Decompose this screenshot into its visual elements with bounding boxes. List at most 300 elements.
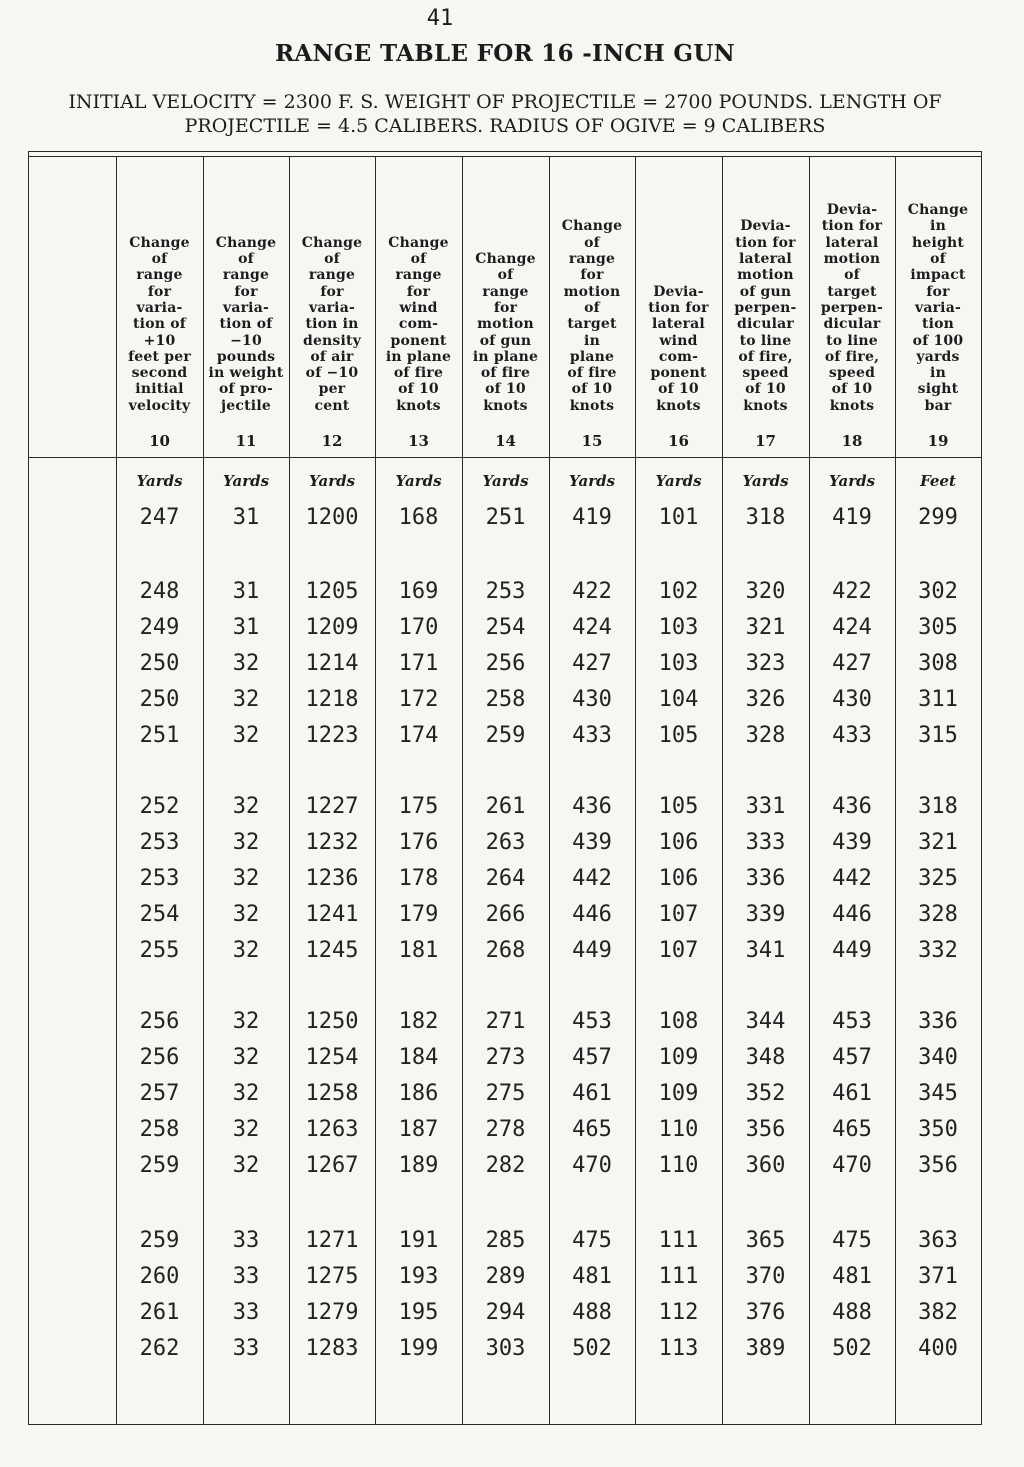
table-cell: 1250 [305, 1009, 359, 1034]
table-cell: 256 [139, 1045, 180, 1070]
column-description-line: of fire [567, 365, 617, 382]
column-description-line: tion for [735, 234, 796, 251]
table-cell: 1209 [305, 615, 359, 640]
column-description-line: varia- [223, 299, 269, 316]
table-cell: 446 [832, 902, 872, 927]
table-cell: 195 [398, 1300, 439, 1325]
table-cell: 430 [832, 687, 872, 712]
table-cell: 261 [139, 1300, 180, 1325]
table-cell: 341 [745, 938, 786, 963]
column-description-line: impact [910, 267, 966, 284]
table-cell: 112 [658, 1300, 699, 1325]
column-description-line: lateral [825, 234, 879, 251]
column-description-line: varia- [136, 299, 183, 316]
column-number: 12 [321, 432, 343, 450]
column-description-line: knots [569, 397, 615, 414]
column-header [289, 160, 375, 450]
table-cell: 302 [918, 579, 958, 604]
column-description-line: height [911, 234, 965, 251]
table-cell: 191 [398, 1228, 439, 1253]
column-number: 10 [149, 432, 170, 450]
column-description-line: of 10 [745, 381, 786, 398]
column-description-line: Change [129, 234, 190, 251]
table-cell: 326 [745, 687, 786, 712]
column-unit: Yards [655, 472, 702, 490]
table-cell: 273 [485, 1045, 526, 1070]
table-cell: 107 [658, 938, 699, 963]
column-description-line: com- [398, 316, 439, 333]
table-cell: 1245 [305, 938, 359, 963]
column-description-line: ponent [390, 332, 447, 349]
column-description-line: for [147, 283, 172, 300]
column-description-line: density [302, 332, 362, 349]
table-cell: 179 [398, 902, 439, 927]
column-description-line: knots [656, 397, 701, 414]
column-unit: Yards [395, 472, 442, 490]
table-cell: 305 [918, 615, 958, 640]
table-cell: 106 [658, 830, 699, 855]
table-cell: 465 [572, 1117, 612, 1142]
column-unit: Yards [222, 472, 270, 490]
table-cell: 453 [832, 1009, 872, 1034]
column-description-line: com- [658, 348, 699, 365]
column-description-line: cent [314, 397, 350, 414]
table-cell: 502 [832, 1336, 872, 1361]
column-description [648, 284, 709, 414]
table-cell: 376 [745, 1300, 786, 1325]
column-number: 13 [408, 432, 429, 450]
table-cell: 108 [658, 1009, 699, 1034]
table-cell: 294 [485, 1300, 526, 1325]
column-description-line: range [136, 267, 183, 284]
table-cell: 427 [572, 651, 612, 676]
column-description-line: lateral [652, 316, 705, 333]
column-description [734, 218, 796, 414]
column-description-line: for [406, 283, 431, 300]
table-cell: 172 [398, 687, 439, 712]
table-cell: 110 [658, 1117, 699, 1142]
column-description-line: per [318, 381, 346, 398]
table-cell: 446 [572, 902, 612, 927]
column-description-line: perpen- [734, 299, 797, 316]
table-cell: 174 [398, 723, 439, 748]
column-description [562, 218, 622, 414]
table-cell: 103 [658, 651, 699, 676]
table-cell: 250 [139, 687, 180, 712]
page-number: 41 [426, 6, 454, 31]
table-cell: 1236 [305, 866, 359, 891]
column-unit: Yards [742, 472, 789, 490]
table-cell: 271 [485, 1009, 526, 1034]
table-cell: 488 [832, 1300, 872, 1325]
table-cell: 110 [658, 1153, 699, 1178]
column-unit: Yards [308, 472, 356, 490]
column-description-line: motion [737, 267, 794, 284]
column-unit: Yards [568, 472, 616, 490]
table-cell: 1205 [305, 579, 359, 604]
column-description-line: in [930, 365, 946, 382]
column-description-line: of fire, [824, 348, 880, 365]
column-unit: Yards [828, 472, 876, 490]
table-cell: 332 [918, 938, 958, 963]
table-cell: 275 [485, 1081, 526, 1106]
table-cell: 176 [398, 830, 439, 855]
table-cell: 475 [832, 1228, 872, 1253]
table-cell: 181 [398, 938, 439, 963]
table-cell: 32 [232, 687, 260, 712]
table-cell: 356 [745, 1117, 786, 1142]
table-cell: 1254 [305, 1045, 359, 1070]
column-description-line: tion in [305, 316, 359, 333]
column-description-line: dicular [823, 316, 881, 333]
column-description-line: speed [742, 365, 789, 382]
column-description-line: for [580, 267, 604, 284]
table-cell: 31 [232, 579, 260, 604]
table-cell: 171 [398, 651, 439, 676]
table-cell: 259 [139, 1228, 180, 1253]
column-description [908, 202, 968, 414]
column-description-line: dicular [737, 316, 794, 333]
table-cell: 254 [485, 615, 526, 640]
table-cell: 1214 [305, 651, 359, 676]
table-cell: 1218 [305, 687, 359, 712]
table-cell: 320 [745, 579, 786, 604]
page-title: RANGE TABLE FOR 16 -INCH GUN [274, 40, 735, 67]
table-cell: 32 [232, 1117, 260, 1142]
table-cell: 169 [398, 579, 439, 604]
table-cell: 32 [232, 866, 260, 891]
column-description [821, 202, 883, 414]
column-description-line: wind [659, 332, 698, 349]
column-unit: Yards [482, 472, 529, 490]
table-cell: 258 [139, 1117, 180, 1142]
table-cell: 436 [832, 794, 872, 819]
table-cell: 113 [658, 1336, 699, 1361]
column-description-line: of [151, 251, 168, 268]
table-cell: 111 [658, 1264, 699, 1289]
table-cell: 1258 [305, 1081, 359, 1106]
column-description-line: range [395, 267, 442, 284]
table-cell: 470 [832, 1153, 872, 1178]
table-cell: 336 [918, 1009, 958, 1034]
table-cell: 251 [139, 723, 180, 748]
page-subtitle [10, 90, 1000, 138]
table-cell: 32 [232, 651, 260, 676]
column-header [203, 160, 289, 450]
table-cell: 31 [232, 505, 260, 530]
subtitle-line-1: INITIAL VELOCITY = 2300 F. S. WEIGHT OF PROJECTILE = 2700 POUNDS. LENGTH OF [68, 91, 942, 113]
table-cell: 318 [745, 505, 786, 530]
table-cell: 424 [832, 615, 872, 640]
table-cell: 422 [832, 579, 872, 604]
table-cell: 339 [745, 902, 786, 927]
column-description-line: in weight [208, 365, 284, 382]
table-cell: 436 [572, 794, 612, 819]
table-cell: 253 [139, 866, 180, 891]
column-description-line: target [567, 316, 617, 333]
table-cell: 308 [918, 651, 958, 676]
column-description-line: Devia- [653, 283, 704, 300]
column-description-line: in plane [385, 348, 452, 365]
table-cell: 419 [572, 505, 612, 530]
column-description-line: to line [826, 332, 878, 349]
table-cell: 461 [832, 1081, 872, 1106]
column-description-line: −10 [230, 332, 262, 349]
table-cell: 325 [918, 866, 958, 891]
table-cell: 1227 [305, 794, 359, 819]
table-cell: 1232 [305, 830, 359, 855]
table-cell: 178 [398, 866, 439, 891]
column-description-line: of [584, 234, 600, 251]
column-description-line: feet per [128, 348, 191, 365]
column-description-line: of [324, 251, 340, 268]
column-description-line: ponent [650, 365, 707, 382]
table-cell: 365 [745, 1228, 786, 1253]
table-cell: 187 [398, 1117, 439, 1142]
column-number: 17 [755, 432, 776, 450]
table-cell: 252 [139, 794, 180, 819]
table-cell: 328 [745, 723, 786, 748]
column-description-line: varia- [309, 299, 355, 316]
column-unit: Yards [136, 472, 183, 490]
table-cell: 31 [232, 615, 260, 640]
column-description [209, 235, 284, 414]
column-description-line: Change [388, 234, 449, 251]
table-cell: 321 [918, 830, 958, 855]
table-cell: 33 [232, 1336, 260, 1361]
table-cell: 249 [139, 615, 180, 640]
table-cell: 1263 [305, 1117, 359, 1142]
table-cell: 186 [398, 1081, 439, 1106]
table-cell: 268 [485, 938, 526, 963]
table-cell: 333 [745, 830, 786, 855]
table-cell: 370 [745, 1264, 786, 1289]
column-description-line: motion [563, 283, 621, 300]
table-cell: 32 [232, 1045, 260, 1070]
table-cell: 248 [139, 579, 180, 604]
column-description-line: of fire [480, 365, 531, 382]
column-description-line: of [497, 267, 514, 284]
table-cell: 33 [232, 1228, 260, 1253]
column-header [116, 160, 203, 450]
table-cell: 193 [398, 1264, 439, 1289]
table-cell: 315 [918, 723, 958, 748]
column-description-line: of 10 [658, 381, 699, 398]
column-description-line: of gun [479, 332, 532, 349]
column-description-line: for [493, 299, 518, 316]
column-description-line: tion of [219, 316, 273, 333]
column-description-line: jectile [221, 397, 271, 414]
table-cell: 348 [745, 1045, 786, 1070]
table-cell: 328 [918, 902, 958, 927]
table-cell: 1267 [305, 1153, 359, 1178]
column-header [462, 160, 549, 450]
column-description-line: of [410, 251, 427, 268]
table-cell: 182 [398, 1009, 439, 1034]
table-cell: 323 [745, 651, 786, 676]
table-cell: 344 [745, 1009, 786, 1034]
column-header [809, 160, 895, 450]
table-cell: 321 [745, 615, 786, 640]
table-cell: 105 [658, 723, 699, 748]
table-cell: 331 [745, 794, 786, 819]
table-cell: 109 [658, 1081, 699, 1106]
table-cell: 32 [232, 1081, 260, 1106]
column-description-line: of [238, 251, 254, 268]
column-description-line: +10 [143, 332, 176, 349]
table-cell: 32 [232, 902, 260, 927]
table-cell: 1271 [305, 1228, 359, 1253]
column-description [128, 235, 191, 414]
table-cell: 32 [232, 1009, 260, 1034]
column-description-line: Change [215, 234, 277, 251]
table-cell: 199 [398, 1336, 439, 1361]
table-cell: 442 [572, 866, 612, 891]
column-description [302, 235, 362, 414]
table-cell: 103 [658, 615, 699, 640]
column-description-line: second [131, 365, 188, 382]
table-cell: 247 [139, 505, 180, 530]
table-cell: 311 [918, 687, 958, 712]
table-cell: 101 [658, 505, 699, 530]
table-cell: 457 [832, 1045, 872, 1070]
column-description-line: in [930, 218, 946, 235]
column-description-line: speed [828, 365, 876, 382]
column-header [722, 160, 809, 450]
column-number: 15 [581, 432, 603, 450]
table-cell: 318 [918, 794, 958, 819]
table-cell: 1223 [305, 723, 359, 748]
column-description-line: knots [829, 397, 875, 414]
table-cell: 253 [485, 579, 526, 604]
column-description-line: yards [916, 348, 960, 365]
table-top-double-rule [28, 156, 982, 157]
table-cell: 340 [918, 1045, 958, 1070]
table-cell: 107 [658, 902, 699, 927]
column-description-line: plane [569, 348, 615, 365]
table-cell: 422 [572, 579, 612, 604]
column-description-line: tion for [648, 299, 709, 316]
column-description-line: Change [561, 218, 623, 235]
table-cell: 258 [485, 687, 526, 712]
table-cell: 457 [572, 1045, 612, 1070]
table-cell: 168 [398, 505, 439, 530]
table-cell: 475 [572, 1228, 612, 1253]
column-description-line: sight [917, 381, 959, 398]
column-description-line: of 10 [398, 381, 439, 398]
table-cell: 261 [485, 794, 526, 819]
column-description-line: tion for [821, 218, 883, 235]
column-description-line: to line [739, 332, 792, 349]
column-description-line: in [584, 332, 600, 349]
table-cell: 257 [139, 1081, 180, 1106]
table-cell: 449 [572, 938, 612, 963]
table-cell: 470 [572, 1153, 612, 1178]
column-description-line: pounds [216, 348, 276, 365]
table-cell: 350 [918, 1117, 958, 1142]
table-cell: 433 [832, 723, 872, 748]
table-cell: 263 [485, 830, 526, 855]
table-cell: 282 [485, 1153, 526, 1178]
table-cell: 303 [485, 1336, 526, 1361]
column-unit: Feet [920, 472, 956, 490]
column-description-line: initial [135, 381, 184, 398]
table-cell: 32 [232, 794, 260, 819]
table-cell: 111 [658, 1228, 699, 1253]
column-description-line: of fire [393, 365, 444, 382]
column-description-line: range [308, 267, 356, 284]
column-description-line: varia- [915, 299, 961, 316]
table-cell: 32 [232, 830, 260, 855]
column-description [386, 235, 451, 414]
table-cell: 433 [572, 723, 612, 748]
table-cell: 1279 [305, 1300, 359, 1325]
table-cell: 427 [832, 651, 872, 676]
table-cell: 32 [232, 723, 260, 748]
table-cell: 278 [485, 1117, 526, 1142]
column-description-line: tion of [133, 316, 186, 333]
column-header [635, 160, 722, 450]
table-cell: 481 [832, 1264, 872, 1289]
table-cell: 352 [745, 1081, 786, 1106]
table-cell: 1241 [305, 902, 359, 927]
table-cell: 104 [658, 687, 699, 712]
table-cell: 189 [398, 1153, 439, 1178]
table-cell: 336 [745, 866, 786, 891]
table-cell: 32 [232, 1153, 260, 1178]
table-cell: 255 [139, 938, 180, 963]
table-cell: 106 [658, 866, 699, 891]
table-cell: 488 [572, 1300, 612, 1325]
table-cell: 289 [485, 1264, 526, 1289]
table-cell: 102 [658, 579, 699, 604]
column-description-line: range [568, 251, 616, 268]
table-cell: 170 [398, 615, 439, 640]
table-cell: 175 [398, 794, 439, 819]
column-description-line: Change [301, 234, 363, 251]
table-cell: 453 [572, 1009, 612, 1034]
column-header [549, 160, 635, 450]
table-cell: 442 [832, 866, 872, 891]
table-cell: 251 [485, 505, 526, 530]
table-cell: 299 [918, 505, 958, 530]
table-cell: 285 [485, 1228, 526, 1253]
table-cell: 250 [139, 651, 180, 676]
table-cell: 345 [918, 1081, 958, 1106]
column-description-line: knots [396, 397, 441, 414]
table-cell: 1200 [305, 505, 359, 530]
table-cell: 465 [832, 1117, 872, 1142]
table-cell: 356 [918, 1153, 958, 1178]
column-description-line: for [320, 283, 344, 300]
table-cell: 32 [232, 938, 260, 963]
table-cell: 382 [918, 1300, 958, 1325]
table-cell: 430 [572, 687, 612, 712]
column-description-line: tion [921, 316, 955, 333]
table-cell: 264 [485, 866, 526, 891]
column-description-line: range [222, 267, 270, 284]
column-description-line: of [584, 299, 600, 316]
table-cell: 33 [232, 1300, 260, 1325]
table-cell: 184 [398, 1045, 439, 1070]
column-description-line: for [234, 283, 258, 300]
table-cell: 360 [745, 1153, 786, 1178]
table-cell: 439 [832, 830, 872, 855]
table-cell: 449 [832, 938, 872, 963]
table-cell: 1283 [305, 1336, 359, 1361]
column-description-line: range [482, 283, 529, 300]
column-description-line: perpen- [820, 299, 884, 316]
